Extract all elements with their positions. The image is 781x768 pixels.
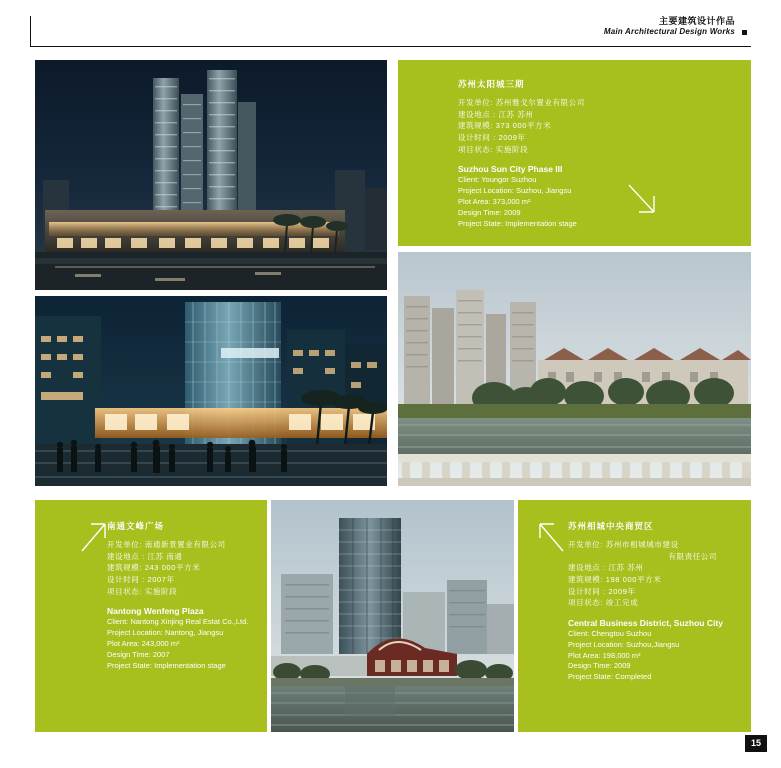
project-cn-line: 项目状态: 竣工完成 — [568, 598, 639, 608]
project-cn-line: 建设地点 : 江苏 南通 — [107, 551, 183, 561]
header-divider-vertical — [30, 16, 31, 46]
photo-suzhou-riverside-residential — [398, 252, 751, 486]
project-cn-line: 建设地点 : 江苏 苏州 — [458, 109, 534, 119]
project-en-line: Client: Nantong Xinjing Real Estat Co.,Ltd. — [107, 617, 249, 627]
photo-suzhou-cbd-tower — [271, 500, 514, 732]
project-title-en-nantong-wenfeng: Nantong Wenfeng Plaza — [107, 606, 204, 617]
project-title-cn-suzhou-cbd: 苏州相城中央商贸区 — [568, 521, 654, 531]
arrow-up-right-icon — [79, 520, 109, 554]
project-title-en-suzhou-cbd: Central Business District, Suzhou City — [568, 617, 723, 628]
project-en-line: Client: Youngor Suzhou — [458, 175, 537, 185]
header-divider-horizontal — [30, 46, 751, 47]
photo-nantong-wenfeng-street-art — [35, 296, 387, 486]
project-en-line: Plot Area: 243,000 m² — [107, 638, 180, 648]
project-en-line: Project State: Completed — [568, 672, 652, 682]
info-panel-suzhou-sun-city — [398, 60, 751, 246]
header-title-cn: 主要建筑设计作品 — [658, 16, 735, 26]
project-cn-line: 开发单位: 南通新景置业有限公司 — [107, 540, 226, 549]
project-cn-line: 设计时间 : 2007年 — [107, 574, 175, 584]
project-en-line: Design Time: 2009 — [458, 207, 521, 217]
header-title-en: Main Architectural Design Works — [603, 27, 735, 37]
header-square-marker — [742, 30, 747, 35]
project-en-line: Project Location: Suzhou, Jiangsu — [458, 186, 572, 195]
project-en-line: Project State: Implementation stage — [107, 660, 226, 670]
project-en-line: Plot Area: 198,000 m² — [568, 650, 641, 660]
project-en-line: Design Time: 2007 — [107, 649, 170, 659]
project-cn-line: 有限责任公司 — [668, 551, 717, 561]
photo-suzhou-riverside-residential-art — [398, 252, 751, 486]
project-cn-line: 开发单位: 苏州雅戈尔置业有限公司 — [458, 98, 585, 107]
project-en-line: Design Time: 2009 — [568, 661, 631, 671]
project-cn-line: 项目状态: 实施阶段 — [458, 144, 529, 154]
project-en-line: Project Location: Suzhou,Jiangsu — [568, 639, 680, 649]
project-en-line: Project State: Implementation stage — [458, 218, 577, 228]
project-en-line: Project Location: Nantong, Jiangsu — [107, 628, 224, 637]
project-title-cn-nantong-wenfeng: 南通文峰广场 — [107, 521, 165, 531]
project-cn-line: 建筑规模: 243 000平方米 — [107, 563, 201, 573]
project-cn-line: 设计时间 : 2009年 — [458, 132, 526, 142]
project-cn-line: 建筑规模: 373 000平方米 — [458, 121, 552, 131]
project-title-cn-suzhou-sun-city: 苏州太阳城三期 — [458, 79, 525, 89]
page-number-badge: 15 — [745, 735, 767, 752]
project-cn-line: 项目状态: 实施阶段 — [107, 586, 178, 596]
project-en-line: Plot Area: 373,000 m² — [458, 196, 531, 206]
arrow-up-left-icon — [536, 520, 566, 554]
info-panel-suzhou-cbd — [518, 500, 751, 732]
photo-suzhou-sun-city-night — [35, 60, 387, 290]
photo-suzhou-sun-city-night-art — [35, 60, 387, 290]
project-cn-line: 开发单位: 苏州市相城城市建设 — [568, 540, 679, 549]
photo-suzhou-cbd-tower-art — [271, 500, 514, 732]
info-panel-nantong-wenfeng-plaza — [35, 500, 267, 732]
project-en-line: Client: Chengtou Suzhou — [568, 628, 652, 638]
project-title-en-suzhou-sun-city: Suzhou Sun City Phase III — [458, 164, 563, 175]
project-cn-line: 建设地点 : 江苏 苏州 — [568, 563, 644, 573]
project-cn-line: 建筑规模: 198 000平方米 — [568, 574, 662, 584]
project-cn-line: 设计时间 : 2009年 — [568, 586, 636, 596]
photo-nantong-wenfeng-street — [35, 296, 387, 486]
page-header — [30, 16, 751, 48]
header-title-group — [604, 16, 735, 37]
